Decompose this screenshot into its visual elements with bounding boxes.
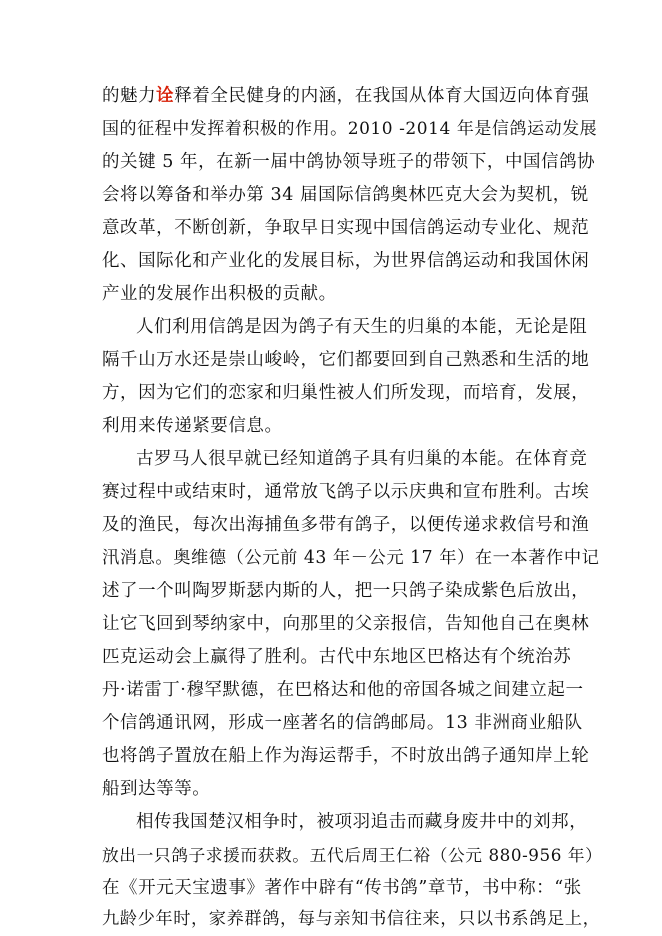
text-line: 在《开元天宝遗事》著作中辟有“传书鸽”章节，书中称：“张 bbox=[102, 878, 582, 898]
text-line: 个信鸽通讯网，形成一座著名的信鸽邮局。13 非洲商业船队 bbox=[102, 713, 583, 733]
text-line: 船到达等等。 bbox=[102, 779, 211, 799]
text-line: 利用来传递紧要信息。 bbox=[102, 416, 283, 436]
paragraph-first-line: 相传我国楚汉相争时，被项羽追击而藏身废井中的刘邦， bbox=[136, 812, 588, 832]
text-line: 述了一个叫陶罗斯瑟内斯的人，把一只鸽子染成紫色后放出， bbox=[102, 581, 590, 601]
text-segment: 释着全民健身的内涵，在我国从体育大国迈向体育强 bbox=[174, 86, 590, 106]
paragraph-first-line: 古罗马人很早就已经知道鸽子具有归巢的本能。在体育竞 bbox=[136, 449, 588, 469]
text-line: 丹·诺雷丁·穆罕默德，在巴格达和他的帝国各城之间建立起一 bbox=[102, 680, 584, 700]
text-line: 也将鸽子置放在船上作为海运帮手，不时放出鸽子通知岸上轮 bbox=[102, 746, 590, 766]
text-line: 汛消息。奥维德（公元前 43 年－公元 17 年）在一本著作中记 bbox=[102, 548, 600, 568]
text-segment: 的魅力 bbox=[102, 86, 157, 106]
text-line: 赛过程中或结束时，通常放飞鸽子以示庆典和宣布胜利。古埃 bbox=[102, 482, 590, 502]
text-line: 会将以筹备和举办第 34 届国际信鸽奥林匹克大会为契机，锐 bbox=[102, 185, 589, 205]
text-line: 让它飞回到琴纳家中，向那里的父亲报信，告知他自己在奥林 bbox=[102, 614, 590, 634]
text-line: 及的渔民，每次出海捕鱼多带有鸽子，以便传递求救信号和渔 bbox=[102, 515, 590, 535]
text-line: 的关键 5 年，在新一届中鸽协领导班子的带领下，中国信鸽协 bbox=[102, 152, 596, 172]
text-line: 匹克运动会上赢得了胜利。古代中东地区巴格达有个统治苏 bbox=[102, 647, 572, 667]
text-line: 九龄少年时，家养群鸽，每与亲知书信往来，只以书系鸽足上， bbox=[102, 909, 601, 929]
text-line bbox=[102, 81, 602, 111]
text-line: 化、国际化和产业化的发展目标，为世界信鸽运动和我国休闲 bbox=[102, 251, 590, 271]
text-line: 隔千山万水还是崇山峻岭，它们都要回到自己熟悉和生活的地 bbox=[102, 350, 590, 370]
text-line: 意改革，不断创新，争取早日实现中国信鸽运动专业化、规范 bbox=[102, 218, 590, 238]
highlighted-character: 诠 bbox=[156, 86, 175, 106]
text-line: 产业的发展作出积极的贡献。 bbox=[102, 284, 337, 304]
text-line: 方，因为它们的恋家和归巢性被人们所发现，而培育，发展， bbox=[102, 383, 590, 403]
text-line: 国的征程中发挥着积极的作用。2010 -2014 年是信鸽运动发展 bbox=[102, 119, 598, 139]
text-line: 放出一只鸽子求援而获救。五代后周王仁裕（公元 880-956 年） bbox=[102, 845, 603, 865]
paragraph-first-line: 人们利用信鸽是因为鸽子有天生的归巢的本能，无论是阻 bbox=[136, 317, 588, 337]
